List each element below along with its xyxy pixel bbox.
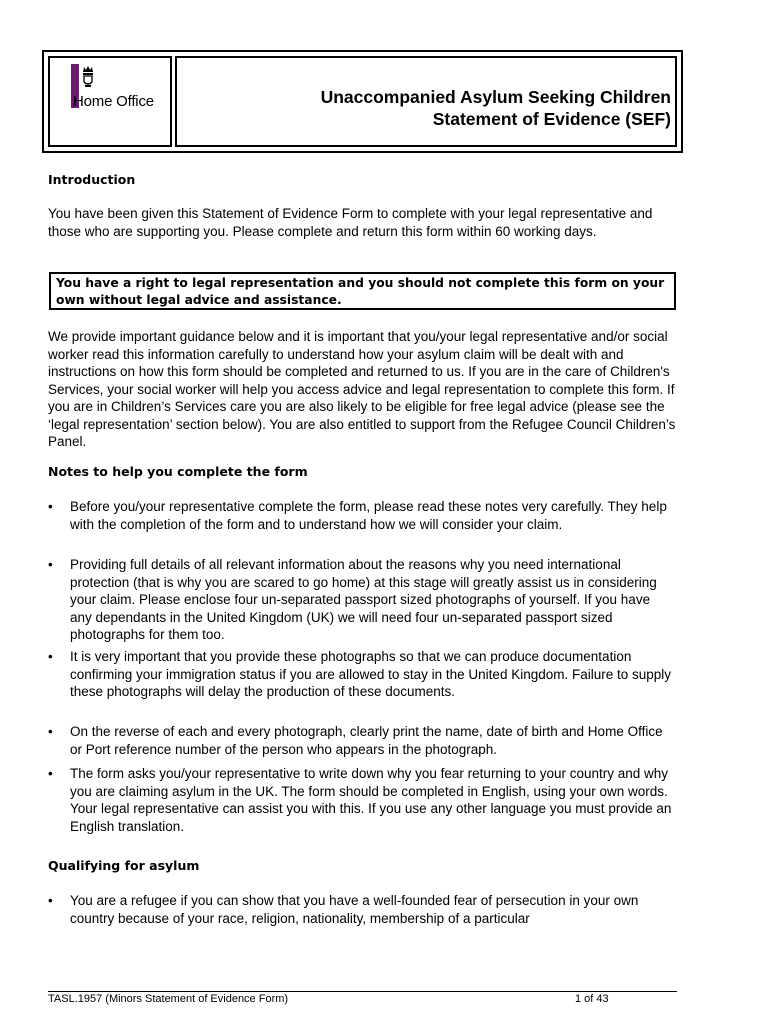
list-item-text: You are a refugee if you can show that you have a well-founded fear of persecution in your own country because of your race, religion, nationality, membership of a particular (70, 893, 639, 926)
list-item: • Before you/your representative complete the form, please read these notes very carefully. They help with the completion of the form and to understand how we will consider your claim. (48, 498, 688, 533)
list-item-text: On the reverse of each and every photograph, clearly print the name, date of birth and Home Office or Port reference number of the person who appears in the photograph. (70, 724, 663, 757)
list-item: • The form asks you/your representative to write down why you fear returning to your country and why you are claiming asylum in the UK. The form should be completed in English, using your own words. Your legal representative can assist you with this. If you use any other language you must provide an English translation. (48, 765, 688, 835)
title-line-2: Statement of Evidence (SEF) (432, 109, 671, 129)
document-header (42, 50, 683, 153)
list-item-text: Before you/your representative complete the form, please read these notes very carefully. They help with the completion of the form and to understand how we will consider your claim. (70, 499, 667, 532)
list-item: • It is very important that you provide these photographs so that we can produce documentation confirming your immigration status if you are allowed to stay in the United Kingdom. Failure to supply these photographs will delay the production of these documents. (48, 648, 688, 701)
list-item: • You are a refugee if you can show that you have a well-founded fear of persecution in your own country because of your race, religion, nationality, membership of a particular (48, 892, 688, 927)
qualifying-heading: Qualifying for asylum (48, 858, 200, 873)
list-item-text: The form asks you/your representative to write down why you fear returning to your country and why you are claiming asylum in the UK. The form should be completed in English, using your own words. Your legal representative can assist you with this. If you use any other language you must provide an English translation. (70, 766, 672, 834)
list-item: • Providing full details of all relevant information about the reasons why you need international protection (that is why you are scared to go home) at this stage will greatly assist us in considering your claim. Please enclose four un-separated passport sized photographs of yourself. If you have any dependants in the United Kingdom (UK) we will need four un-separated passport sized photographs for them too. (48, 556, 688, 644)
footer-form-reference: TASL.1957 (Minors Statement of Evidence Form) (48, 993, 289, 1005)
legal-representation-notice: You have a right to legal representation and you should not complete this form on your own without legal advice and assistance. (49, 272, 676, 310)
title-cell (175, 56, 677, 147)
list-item-text: Providing full details of all relevant information about the reasons why you need international protection (that is why you are scared to go home) at this stage will greatly assist us in considering your claim. Please enclose four un-separated passport sized photographs of yourself. If you have any dependants in the United Kingdom (UK) we will need four un-separated passport sized photographs for them too. (70, 557, 657, 642)
footer-divider (48, 991, 677, 992)
introduction-heading: Introduction (48, 172, 136, 187)
logo-text: Home Office (73, 93, 154, 110)
document-title (321, 86, 671, 130)
introduction-paragraph: You have been given this Statement of Evidence Form to complete with your legal representative and those who are supporting you. Please complete and return this form within 60 working days. (48, 206, 653, 239)
list-item: • On the reverse of each and every photograph, clearly print the name, date of birth and Home Office or Port reference number of the person who appears in the photograph. (48, 723, 688, 758)
title-line-1: Unaccompanied Asylum Seeking Children (320, 87, 671, 107)
guidance-paragraph: We provide important guidance below and it is important that you/your legal representative and/or social worker read this information carefully to understand how your asylum claim will be dealt with and instructions on how this form should be completed and returned to us. If you are in the care of Children's Services, your social worker will help you access advice and legal representation to complete this form. If you are in Children’s Services care you are also likely to be eligible for free legal advice (please see the ‘legal representation’ section below). You are also entitled to support from the Refugee Council Children’s Panel. (48, 329, 676, 449)
footer-page-number: 1 of 43 (575, 993, 609, 1005)
royal-crest-icon (80, 64, 96, 90)
home-office-logo (48, 56, 172, 147)
list-item-text: It is very important that you provide these photographs so that we can produce documentation confirming your immigration status if you are allowed to stay in the United Kingdom. Failure to supply these photographs will delay the production of these documents. (70, 649, 672, 699)
notes-heading: Notes to help you complete the form (48, 464, 308, 479)
